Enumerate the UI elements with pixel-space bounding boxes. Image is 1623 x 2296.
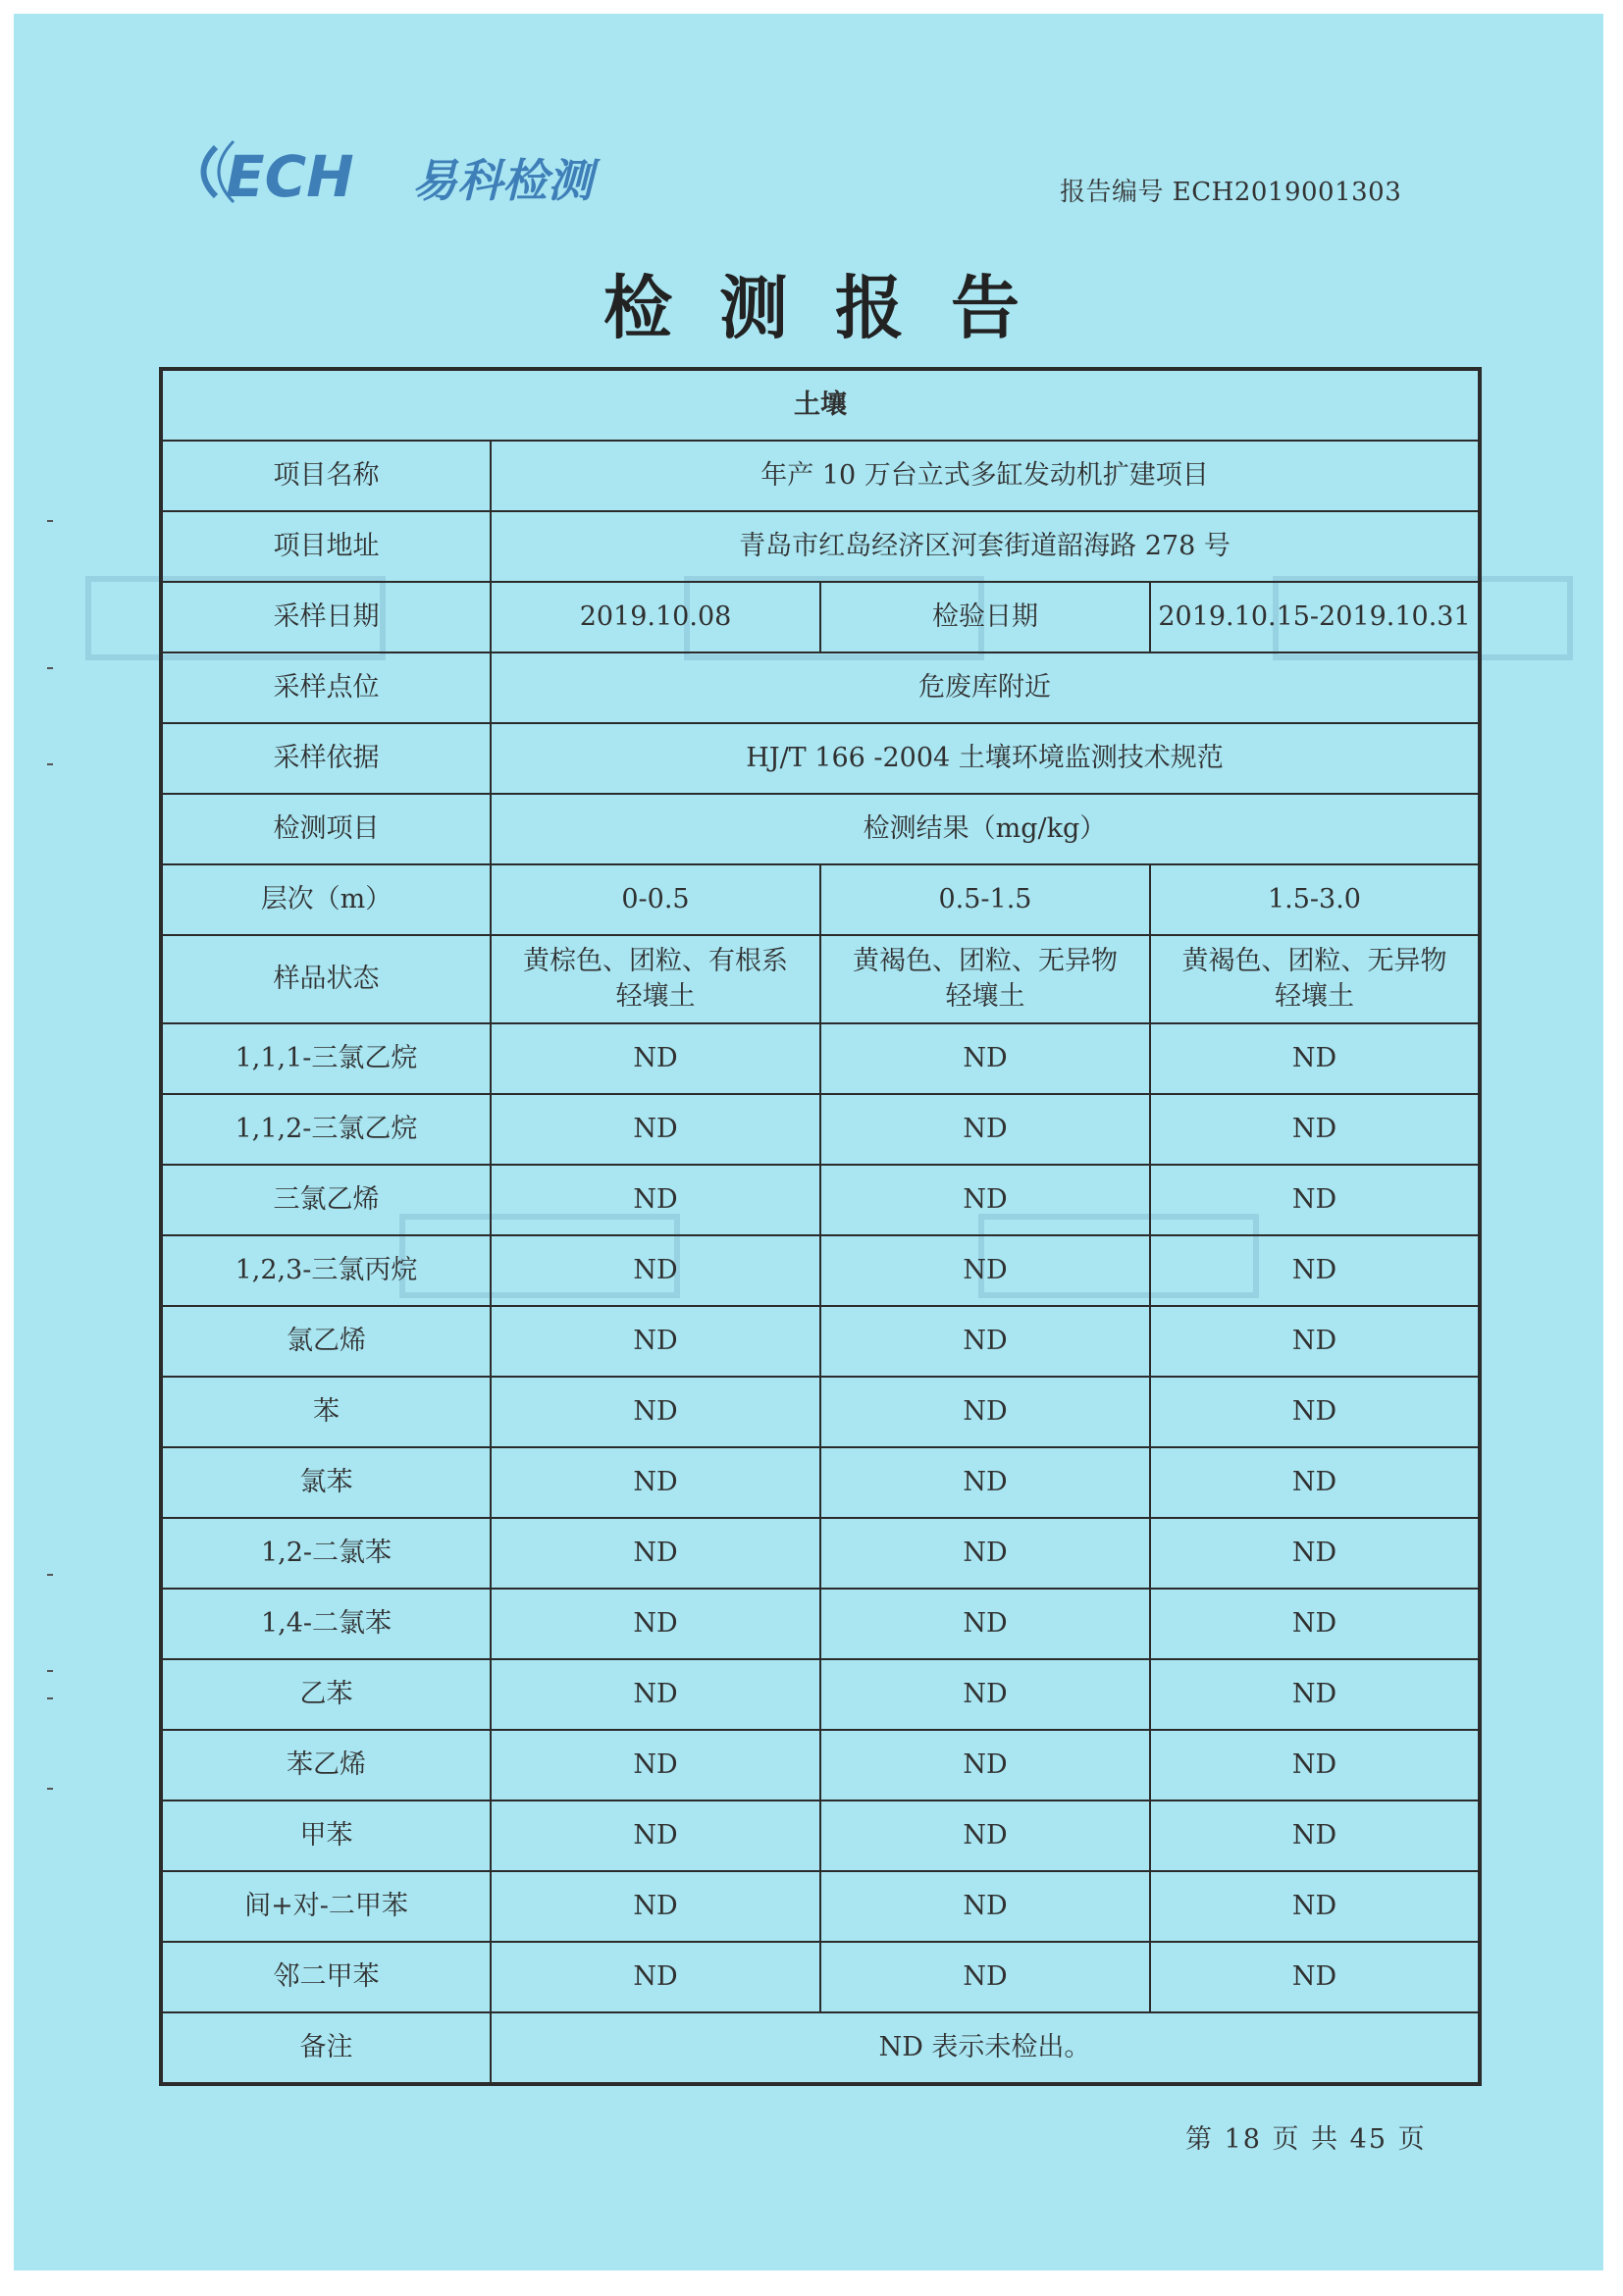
analyte-result: ND xyxy=(1150,1023,1480,1094)
layer-value: 0.5-1.5 xyxy=(820,864,1150,935)
analyte-result: ND xyxy=(491,1589,820,1659)
inspection-date-label: 检验日期 xyxy=(820,582,1150,652)
analyte-result: ND xyxy=(820,1871,1150,1942)
analyte-name: 1,1,2-三氯乙烷 xyxy=(161,1094,491,1165)
analyte-result: ND xyxy=(820,1730,1150,1800)
layer-row xyxy=(161,864,1480,935)
scan-mark xyxy=(47,763,53,765)
analyte-name: 1,4-二氯苯 xyxy=(161,1589,491,1659)
analyte-name: 1,2-二氯苯 xyxy=(161,1518,491,1589)
analyte-result: ND xyxy=(1150,1447,1480,1518)
analyte-result: ND xyxy=(820,1942,1150,2012)
analyte-result: ND xyxy=(491,1377,820,1447)
project-address-label: 项目地址 xyxy=(161,511,491,582)
analyte-result: ND xyxy=(491,1518,820,1589)
analyte-result: ND xyxy=(491,1942,820,2012)
layer-value: 1.5-3.0 xyxy=(1150,864,1480,935)
project-name-label: 项目名称 xyxy=(161,441,491,511)
sample-state-label: 样品状态 xyxy=(161,935,491,1023)
page-title: 检测报告 xyxy=(603,268,1067,348)
scan-mark xyxy=(47,667,53,669)
scan-mark xyxy=(47,1788,53,1790)
analyte-name: 1,1,1-三氯乙烷 xyxy=(161,1023,491,1094)
table-row xyxy=(161,1942,1480,2012)
analyte-result: ND xyxy=(1150,1942,1480,2012)
sample-state-row xyxy=(161,935,1480,1023)
table-row xyxy=(161,1518,1480,1589)
report-number-value: ECH2019001303 xyxy=(1172,178,1402,207)
analyte-result: ND xyxy=(491,1659,820,1730)
table-row xyxy=(161,1871,1480,1942)
analyte-result: ND xyxy=(1150,1730,1480,1800)
section-title: 土壤 xyxy=(161,369,1480,441)
sampling-basis-value: HJ/T 166 -2004 土壤环境监测技术规范 xyxy=(491,723,1480,794)
project-name-value: 年产 10 万台立式多缸发动机扩建项目 xyxy=(491,441,1480,511)
sampling-date-value: 2019.10.08 xyxy=(491,582,820,652)
analyte-result: ND xyxy=(820,1094,1150,1165)
scan-mark xyxy=(47,520,53,522)
scan-mark xyxy=(47,1670,53,1672)
analyte-result: ND xyxy=(1150,1377,1480,1447)
layer-value: 0-0.5 xyxy=(491,864,820,935)
analyte-result: ND xyxy=(491,1023,820,1094)
analyte-result: ND xyxy=(1150,1871,1480,1942)
analyte-result: ND xyxy=(1150,1094,1480,1165)
report-number xyxy=(1060,172,1401,208)
analyte-name: 乙苯 xyxy=(161,1659,491,1730)
sample-state-line: 黄褐色、团粒、无异物 xyxy=(1181,945,1447,976)
table-row xyxy=(161,1800,1480,1871)
analyte-result: ND xyxy=(1150,1165,1480,1235)
logo-brand: 易科检测 xyxy=(412,154,593,207)
remark-value: ND 表示未检出。 xyxy=(491,2012,1480,2084)
section-row xyxy=(161,369,1480,441)
analyte-result: ND xyxy=(820,1235,1150,1306)
analyte-result: ND xyxy=(491,1800,820,1871)
table-row xyxy=(161,1023,1480,1094)
analyte-result: ND xyxy=(1150,1589,1480,1659)
project-name-row xyxy=(161,441,1480,511)
table-row xyxy=(161,1730,1480,1800)
analyte-result: ND xyxy=(820,1165,1150,1235)
analyte-name: 苯 xyxy=(161,1377,491,1447)
scan-mark xyxy=(47,1697,53,1699)
report-number-label: 报告编号 xyxy=(1060,178,1165,207)
sampling-point-label: 采样点位 xyxy=(161,652,491,723)
project-address-row xyxy=(161,511,1480,582)
table-row xyxy=(161,1589,1480,1659)
test-item-label: 检测项目 xyxy=(161,794,491,864)
dates-row xyxy=(161,582,1480,652)
analyte-result: ND xyxy=(1150,1518,1480,1589)
analyte-result: ND xyxy=(820,1800,1150,1871)
logo-text: ECH xyxy=(226,143,354,210)
sampling-point-row xyxy=(161,652,1480,723)
analyte-name: 甲苯 xyxy=(161,1800,491,1871)
sample-state-line: 轻壤土 xyxy=(945,981,1025,1012)
remark-row xyxy=(161,2012,1480,2084)
table-row xyxy=(161,1235,1480,1306)
analyte-result: ND xyxy=(820,1518,1150,1589)
table-row xyxy=(161,1094,1480,1165)
analyte-name: 苯乙烯 xyxy=(161,1730,491,1800)
table-row xyxy=(161,1306,1480,1377)
table-row xyxy=(161,1377,1480,1447)
analyte-result: ND xyxy=(1150,1235,1480,1306)
table-row xyxy=(161,1447,1480,1518)
sample-state-line: 黄褐色、团粒、无异物 xyxy=(853,945,1118,976)
sampling-basis-label: 采样依据 xyxy=(161,723,491,794)
page-number: 第 18 页 共 45 页 xyxy=(1185,2124,1427,2155)
sampling-date-label: 采样日期 xyxy=(161,582,491,652)
test-result-label: 检测结果（mg/kg） xyxy=(491,794,1480,864)
analyte-name: 间+对-二甲苯 xyxy=(161,1871,491,1942)
analyte-result: ND xyxy=(491,1730,820,1800)
analyte-result: ND xyxy=(820,1306,1150,1377)
sample-state-line: 黄棕色、团粒、有根系 xyxy=(523,945,788,976)
sample-state-value xyxy=(1150,935,1480,1023)
analyte-result: ND xyxy=(820,1589,1150,1659)
analyte-name: 三氯乙烯 xyxy=(161,1165,491,1235)
company-logo xyxy=(186,128,657,216)
sampling-point-value: 危废库附近 xyxy=(491,652,1480,723)
analyte-result: ND xyxy=(1150,1659,1480,1730)
sample-state-line: 轻壤土 xyxy=(1275,981,1354,1012)
analyte-name: 邻二甲苯 xyxy=(161,1942,491,2012)
analyte-result: ND xyxy=(491,1165,820,1235)
analyte-result: ND xyxy=(820,1023,1150,1094)
analyte-name: 1,2,3-三氯丙烷 xyxy=(161,1235,491,1306)
layer-label: 层次（m） xyxy=(161,864,491,935)
analyte-result: ND xyxy=(1150,1800,1480,1871)
sampling-basis-row xyxy=(161,723,1480,794)
analyte-result: ND xyxy=(491,1871,820,1942)
table-row xyxy=(161,1659,1480,1730)
analyte-result: ND xyxy=(491,1094,820,1165)
sample-state-value xyxy=(820,935,1150,1023)
analyte-result: ND xyxy=(491,1306,820,1377)
test-item-row xyxy=(161,794,1480,864)
analyte-result: ND xyxy=(820,1377,1150,1447)
sample-state-value xyxy=(491,935,820,1023)
project-address-value: 青岛市红岛经济区河套街道韶海路 278 号 xyxy=(491,511,1480,582)
scan-mark xyxy=(47,1574,53,1576)
sample-state-line: 轻壤土 xyxy=(615,981,696,1012)
inspection-date-value: 2019.10.15-2019.10.31 xyxy=(1150,582,1480,652)
analyte-result: ND xyxy=(491,1235,820,1306)
analyte-name: 氯乙烯 xyxy=(161,1306,491,1377)
analyte-name: 氯苯 xyxy=(161,1447,491,1518)
analyte-result: ND xyxy=(820,1447,1150,1518)
analyte-result: ND xyxy=(491,1447,820,1518)
remark-label: 备注 xyxy=(161,2012,491,2084)
analyte-result: ND xyxy=(1150,1306,1480,1377)
report-table xyxy=(159,367,1482,2086)
table-row xyxy=(161,1165,1480,1235)
analyte-result: ND xyxy=(820,1659,1150,1730)
